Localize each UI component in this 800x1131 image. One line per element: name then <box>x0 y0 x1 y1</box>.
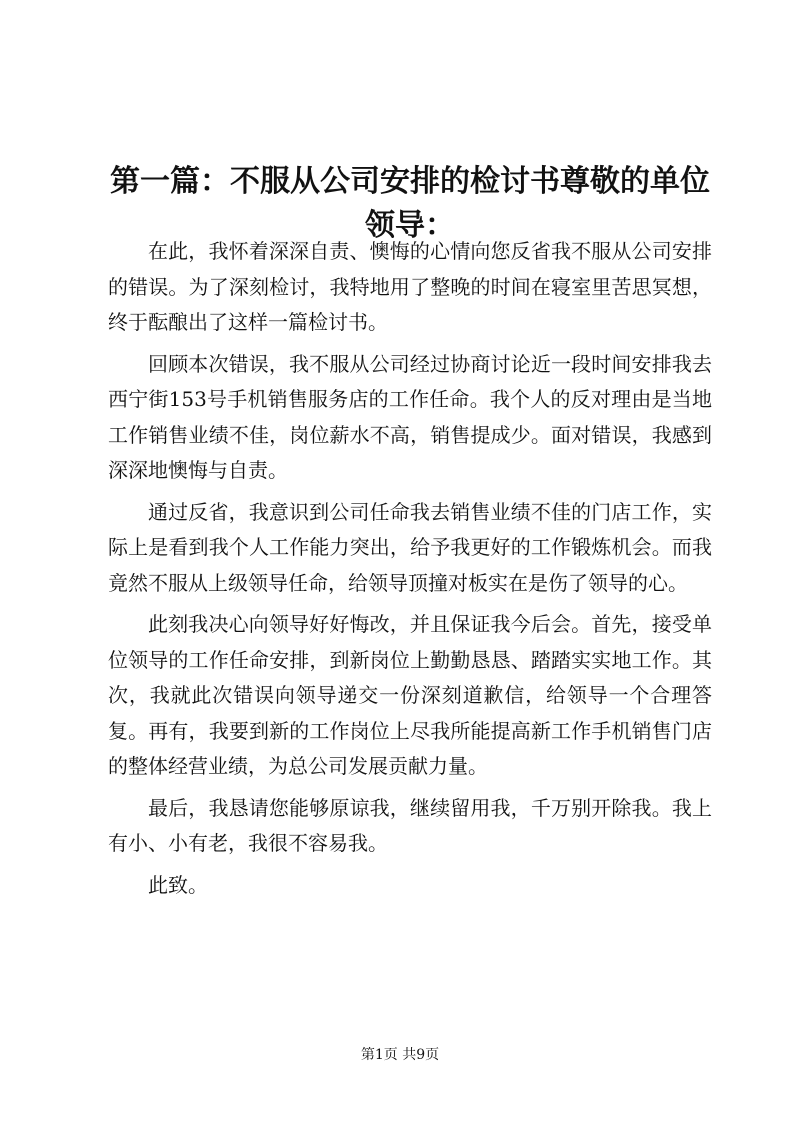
paragraph-4: 此刻我决心向领导好好悔改，并且保证我今后会。首先，接受单位领导的工作任命安排，到新岗位上勤勤恳恳、踏踏实实地工作。其次，我就此次错误向领导递交一份深刻道歉信，给领导一个合理答复。再有，我要到新的工作岗位上尽我所能提高新工作手机销售门店的整体经营业绩，为总公司发展贡献力量。 <box>108 612 712 778</box>
paragraph-5: 最后，我恳请您能够原谅我，继续留用我，千万别开除我。我上有小、小有老，我很不容易我。 <box>108 795 712 855</box>
title-line-2: 领导： <box>365 208 455 244</box>
page-number: 第1页 共9页 <box>360 1047 440 1063</box>
document-body <box>108 234 712 909</box>
title-line-1: 第一篇：不服从公司安排的检讨书尊敬的单位 <box>110 164 710 200</box>
paragraph-6: 此致。 <box>148 872 208 897</box>
paragraph-1: 在此，我怀着深深自责、懊悔的心情向您反省我不服从公司安排的错误。为了深刻检讨，我特地用了整晚的时间在寝室里苦思冥想，终于酝酿出了这样一篇检讨书。 <box>108 239 712 334</box>
paragraph-3: 通过反省，我意识到公司任命我去销售业绩不佳的门店工作，实际上是看到我个人工作能力突出，给予我更好的工作锻炼机会。而我竟然不服从上级领导任命，给领导顶撞对板实在是伤了领导的心。 <box>108 499 712 595</box>
paragraph-2: 回顾本次错误，我不服从公司经过协商讨论近一段时间安排我去西宁街153号手机销售服务店的工作任命。我个人的反对理由是当地工作销售业绩不佳，岗位薪水不高，销售提成少。面对错误，我感到深深地懊悔与自责。 <box>108 351 712 482</box>
